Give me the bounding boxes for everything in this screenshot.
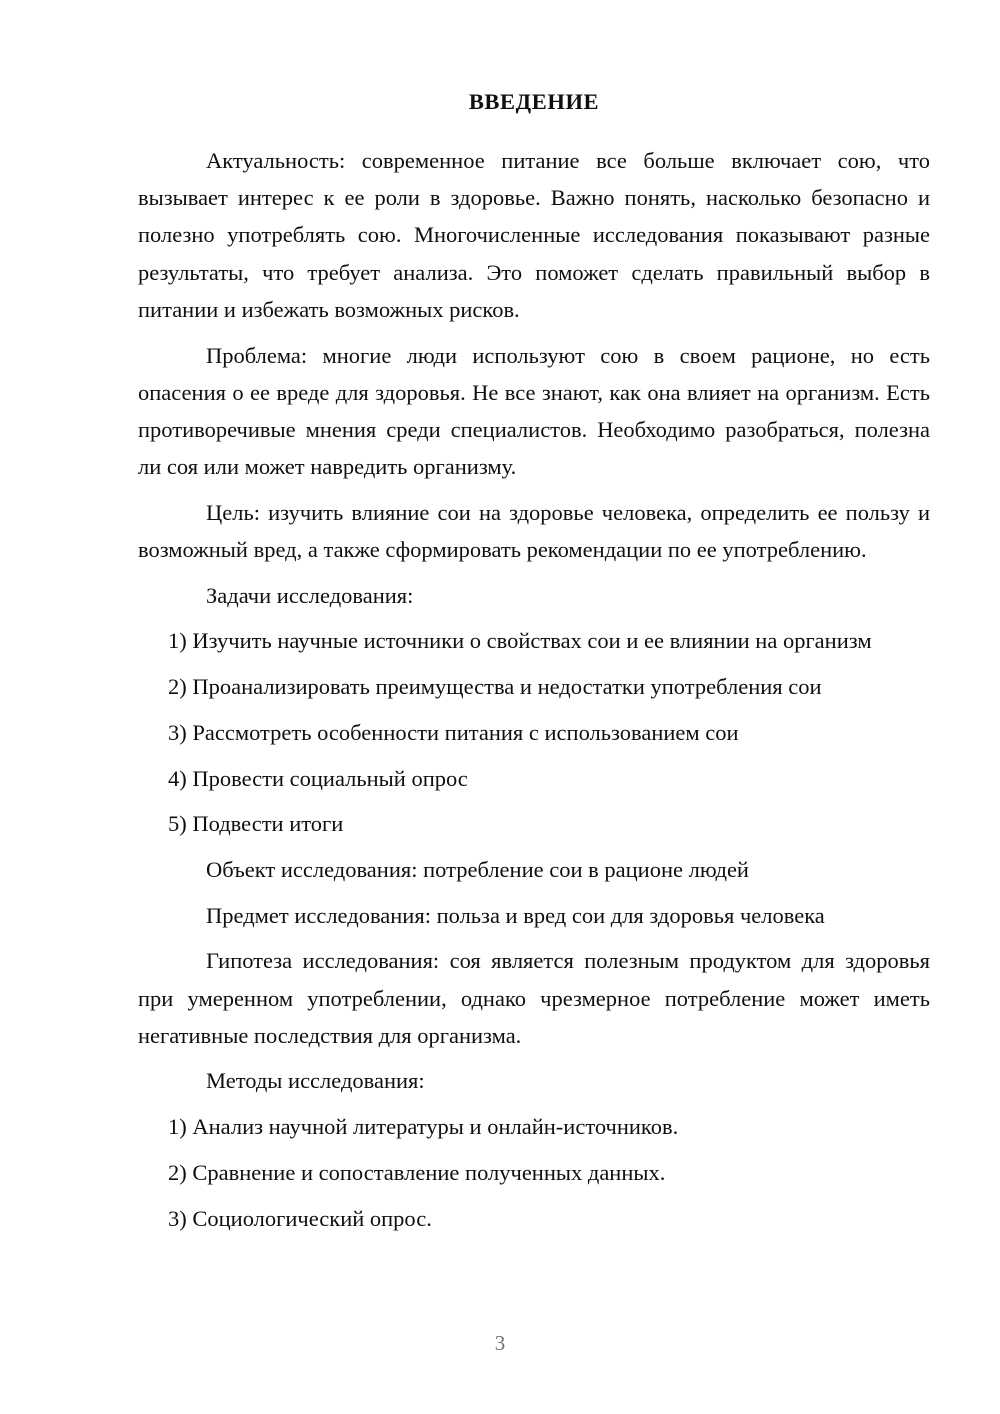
task-item-3: 3) Рассмотреть особенности питания с использованием сои: [168, 719, 739, 745]
method-item-2: 2) Сравнение и сопоставление полученных данных.: [168, 1159, 666, 1185]
task-item-2: 2) Проанализировать преимущества и недостатки употребления сои: [168, 674, 822, 700]
tasks-heading: Задачи исследования:: [206, 582, 414, 608]
page-content: [138, 88, 930, 1245]
methods-heading: Методы исследования:: [206, 1068, 425, 1094]
task-item-1: 1) Изучить научные источники о свойствах сои и ее влиянии на организм: [168, 628, 872, 654]
page-title: ВВЕДЕНИЕ: [468, 89, 600, 114]
task-item-4: 4) Провести социальный опрос: [168, 765, 468, 791]
paragraph-hypothesis: Гипотеза исследования: соя является полезным продуктом для здоровья при умеренном употреблении, однако чрезмерное потребление может иметь негативные последствия для организма.: [138, 948, 930, 1048]
paragraph-relevance: Актуальность: современное питание все больше включает сою, что вызывает интерес к ее роли в здоровье. Важно понять, насколько безопасно и полезно употреблять сою. Многочисленные исследования показывают разные результаты, что требует анализа. Это поможет сделать правильный выбор в питании и избежать возможных рисков.: [138, 148, 930, 322]
page-number: 3: [494, 1331, 506, 1355]
task-item-5: 5) Подвести итоги: [168, 811, 344, 837]
method-item-1: 1) Анализ научной литературы и онлайн-источников.: [168, 1114, 679, 1140]
paragraph-problem: Проблема: многие люди используют сою в своем рационе, но есть опасения о ее вреде для здоровья. Не все знают, как она влияет на организм. Есть противоречивые мнения среди специалистов. Необходимо разобраться, полезна ли соя или может навредить организму.: [138, 342, 930, 480]
paragraph-goal: Цель: изучить влияние сои на здоровье человека, определить ее пользу и возможный вред, а также сформировать рекомендации по ее употреблению.: [138, 499, 930, 563]
object-of-research-line: Объект исследования: потребление сои в рационе людей: [206, 856, 749, 882]
method-item-3: 3) Социологический опрос.: [168, 1205, 432, 1231]
subject-of-research-line: Предмет исследования: польза и вред сои для здоровья человека: [206, 902, 825, 928]
